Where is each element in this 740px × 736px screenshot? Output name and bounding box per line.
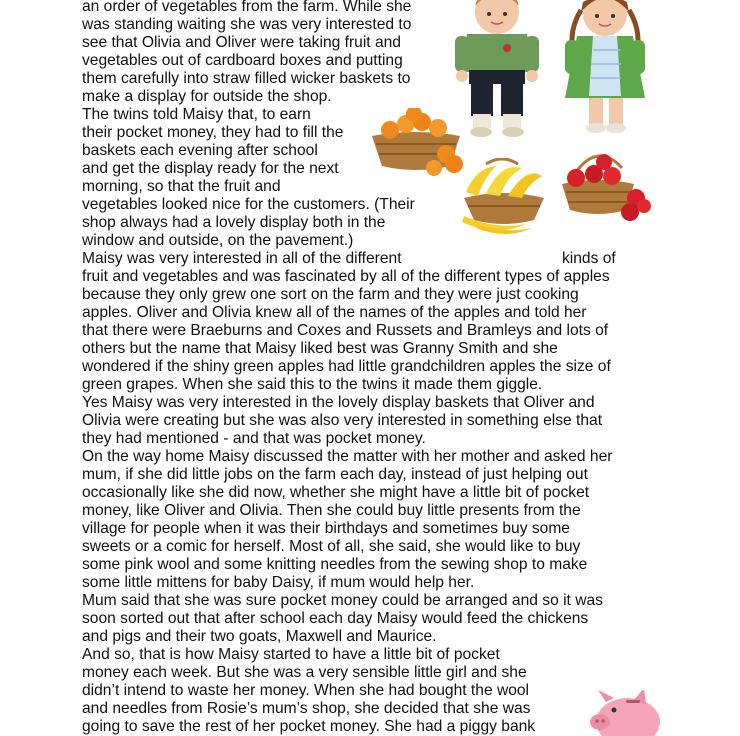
story-line: some little mittens for baby Daisy, if mum would help her.	[82, 574, 475, 591]
story-line: going to save the rest of her pocket money. She had a piggy bank	[82, 718, 536, 735]
story-line: And so, that is how Maisy started to have a little bit of pocket	[82, 646, 500, 663]
story-line: village for people when it was their birthdays and sometimes buy some	[82, 520, 570, 537]
story-line: make a display for outside the shop.	[82, 88, 332, 105]
girl-doll-icon	[565, 0, 645, 133]
story-line: On the way home Maisy discussed the matter with her mother and asked her	[82, 448, 613, 465]
story-line: soon sorted out that after school each day Maisy would feed the chickens	[82, 610, 589, 627]
story-line: The twins told Maisy that, to earn	[82, 106, 311, 123]
piggy-bank-illustration	[586, 690, 666, 736]
story-line: an order of vegetables from the farm. While she	[82, 0, 412, 15]
story-line: Mum said that she was sure pocket money could be arranged and so it was	[82, 592, 603, 609]
twin-dolls-illustration	[445, 0, 660, 140]
story-line: vegetables looked nice for the customers. (Their	[82, 196, 415, 213]
story-line: morning, so that the fruit and	[82, 178, 281, 195]
story-line: some pink wool and some knitting needles from the sewing shop to make	[82, 556, 588, 573]
story-line: wondered if the shiny green apples had little grandchildren apples the size of	[82, 358, 611, 375]
story-line: money each week. But she was a very sensible little girl and she	[82, 664, 527, 681]
story-line: others but the name that Maisy liked best was Granny Smith and she	[82, 340, 558, 357]
banana-basket-illustration	[456, 158, 552, 236]
story-line: kinds of	[562, 250, 616, 267]
story-line: occasionally like she did now, whether she might have a little bit of pocket	[82, 484, 590, 501]
story-line: baskets each evening after school	[82, 142, 318, 159]
story-line: apples. Oliver and Olivia knew all of the names of the apples and told her	[82, 304, 587, 321]
story-line: money, like Oliver and Olivia. Then she could buy little presents from the	[82, 502, 581, 519]
story-line: them carefully into straw filled wicker baskets to	[82, 70, 411, 87]
story-line: Yes Maisy was very interested in the lovely display baskets that Oliver and	[82, 394, 595, 411]
story-line: and get the display ready for the next	[82, 160, 339, 177]
story-line: vegetables out of cardboard boxes and putting	[82, 52, 403, 69]
story-line: shop always had a lovely display both in the	[82, 214, 386, 231]
story-line: mum, if she did little jobs on the farm each day, instead of just helping out	[82, 466, 588, 483]
story-line: window and outside, on the pavement.)	[82, 232, 354, 249]
story-line: sweets or a comic for herself. Most of all, she said, she would like to buy	[82, 538, 581, 555]
story-line: was standing waiting she was very interested to	[82, 16, 412, 33]
story-line: green grapes. When she said this to the twins it made them giggle.	[82, 376, 543, 393]
apple-basket-illustration	[558, 148, 654, 224]
story-line: and needles from Rosie’s mum’s shop, she decided that she was	[82, 700, 531, 717]
story-line: didn’t intend to waste her money. When she had bought the wool	[82, 682, 530, 699]
story-line: they had mentioned - and that was pocket money.	[82, 430, 426, 447]
story-line: see that Olivia and Oliver were taking fruit and	[82, 34, 401, 51]
story-line: and pigs and their two goats, Maxwell and Maurice.	[82, 628, 437, 645]
story-line: their pocket money, they had to fill the	[82, 124, 344, 141]
story-line: Olivia were creating but she was also very interested in something else that	[82, 412, 603, 429]
story-line: Maisy was very interested in all of the different	[82, 250, 402, 267]
story-line: fruit and vegetables and was fascinated by all of the different types of apples	[82, 268, 610, 285]
story-line: that there were Braeburns and Coxes and Russets and Bramleys and lots of	[82, 322, 609, 339]
story-line: because they only grew one sort on the farm and they were just cooking	[82, 286, 579, 303]
orange-basket-illustration	[368, 108, 464, 178]
boy-doll-icon	[455, 0, 539, 137]
